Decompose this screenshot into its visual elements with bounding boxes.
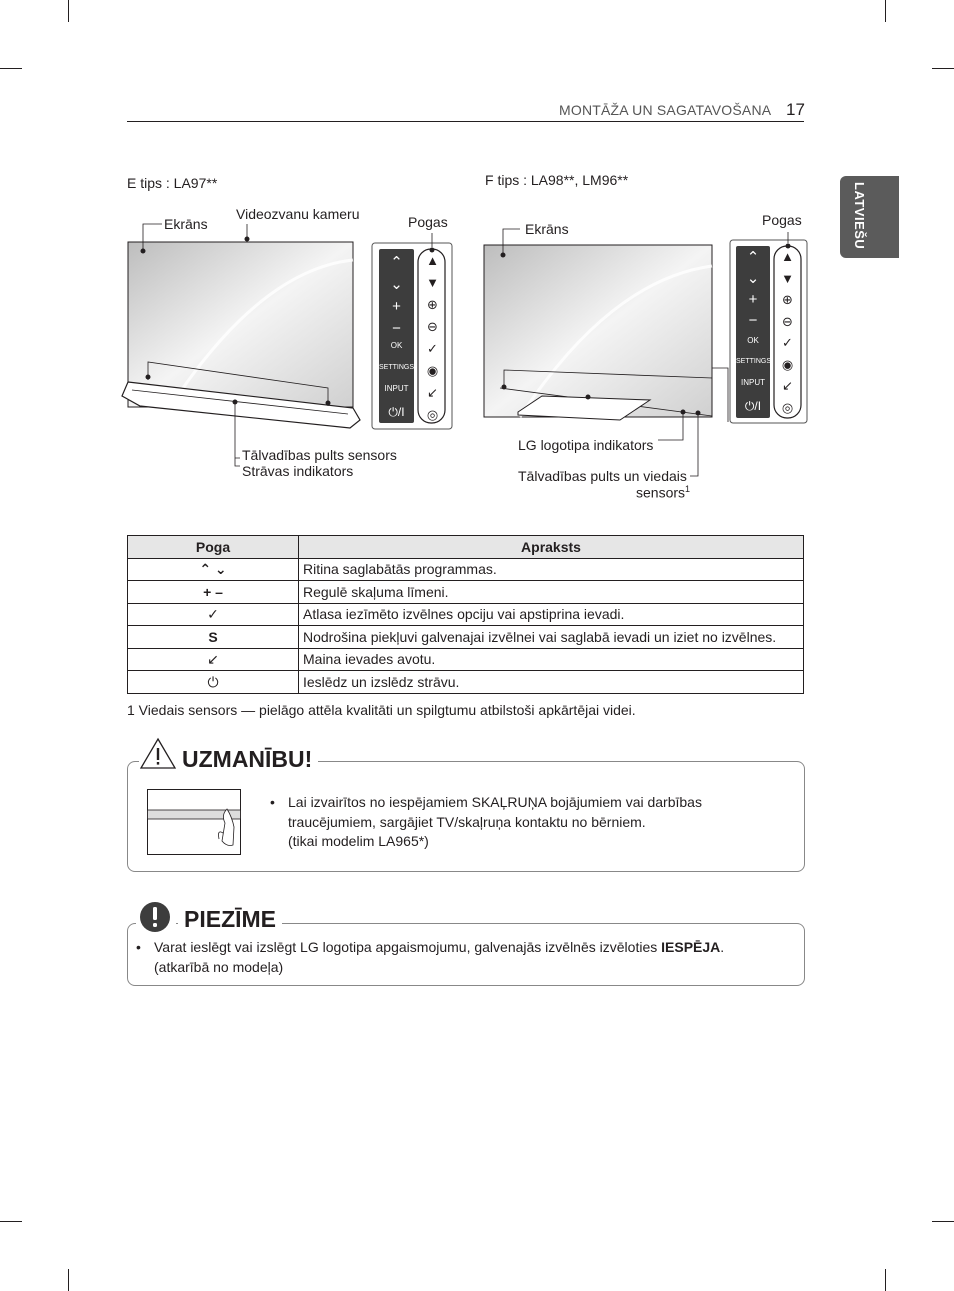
panel-f-symbols (736, 247, 770, 331)
panel-e-symbols (379, 252, 414, 340)
power-icon: ⏻ (128, 671, 299, 694)
page-number: 17 (786, 100, 805, 119)
input-arrow-icon: ↙ (128, 648, 299, 671)
power-button-icon: ◎ (426, 407, 439, 422)
power-icon: ⏻/I (388, 405, 405, 419)
settings-label-e: SETTINGS (379, 364, 415, 371)
remote-sensor-label: Tālvadības pults sensors (242, 447, 397, 463)
running-header: MONTĀŽA UN SAGATAVOŠANA (559, 102, 772, 118)
table-row (128, 648, 804, 671)
ok-button-icon: ✓ (782, 335, 793, 350)
settings-button-icon: ◉ (781, 356, 794, 372)
table-header-description: Apraksts (299, 536, 804, 559)
minus-button-icon: ⊖ (782, 313, 793, 329)
table-cell-description: Regulē skaļuma līmeni. (299, 581, 804, 604)
minus-button-icon: ⊖ (427, 319, 438, 334)
plus-minus-icon: + – (128, 581, 299, 604)
up-button-icon: ▲ (426, 253, 439, 268)
table-cell-description: Ieslēdz un izslēdz strāvu. (299, 671, 804, 694)
power-indicator-label: Strāvas indikators (242, 463, 354, 479)
speaker-touch-illustration (147, 789, 242, 856)
exclamation-icon (136, 900, 176, 936)
caution-title: UZMANĪBU! (176, 746, 318, 773)
bullet: • (270, 794, 275, 810)
tv-f-illustration (470, 200, 820, 500)
up-button-icon: ▲ (781, 249, 794, 264)
buttons-label-f: Pogas (762, 212, 802, 228)
language-tab (840, 176, 899, 258)
ok-button-icon: ✓ (427, 341, 438, 356)
caution-line: traucējumiem, sargājiet TV/skaļruņa kontaktu no bērniem. (288, 813, 646, 830)
buttons-label-e: Pogas (408, 214, 448, 230)
power-button-icon: ◎ (781, 399, 794, 415)
crop-mark (932, 1221, 954, 1222)
plus-button-icon: ⊕ (782, 292, 793, 307)
buttons-table (127, 535, 804, 694)
note-line (154, 938, 724, 958)
chevron-up-icon: ⌃ (390, 254, 403, 271)
crop-mark (0, 1221, 22, 1222)
crop-mark (885, 1269, 886, 1291)
plus-icon: + (748, 291, 758, 308)
plus-button-icon: ⊕ (427, 297, 438, 312)
caution-text (288, 793, 702, 852)
caution-line: Lai izvairītos no iespējamiem SKAĻRUŅA bojājumiem vai darbības (288, 794, 702, 810)
chevron-down-icon: ⌄ (746, 270, 760, 287)
ok-label-f: OK (747, 336, 759, 345)
screen-label-e: Ekrāns (164, 216, 208, 232)
down-button-icon: ▼ (426, 275, 439, 290)
power-icon: ⏻/I (744, 399, 762, 413)
table-row (128, 603, 804, 626)
chevron-down-icon: ⌄ (390, 276, 403, 293)
touch-buttons-e (424, 250, 441, 426)
settings-button-icon: ◉ (426, 363, 439, 378)
note-title: PIEZĪME (178, 906, 282, 933)
chevron-up-down-icon: ⌃ ⌄ (128, 558, 299, 581)
footnote: 1 Viedais sensors — pielāgo attēla kvalitāti un spilgtumu atbilstoši apkārtējai videi. (127, 702, 636, 718)
touch-buttons-f (779, 246, 796, 418)
input-button-icon: ↙ (782, 378, 793, 393)
header-rule (127, 121, 804, 122)
table-header-row (128, 536, 804, 559)
check-icon: ✓ (128, 603, 299, 626)
note-line-text: Varat ieslēgt vai izslēgt LG logotipa apgaismojumu, galvenajās izvēlnēs izvēloties (154, 939, 662, 955)
footnote-marker: 1 (685, 484, 691, 494)
plus-icon: + (392, 298, 401, 315)
screen-label-f: Ekrāns (525, 221, 569, 237)
language-tab-label: LATVIEŠU (852, 182, 867, 250)
tv-e-illustration (110, 200, 470, 490)
crop-mark (68, 0, 69, 22)
type-f-label: F tips : LA98**, LM96** (485, 172, 629, 188)
lg-logo-label: LG logotipa indikators (518, 437, 654, 453)
minus-icon: − (392, 320, 401, 337)
crop-mark (68, 1269, 69, 1291)
table-row (128, 558, 804, 581)
note-line: (atkarībā no modeļa) (154, 958, 284, 975)
crop-mark (932, 68, 954, 69)
warning-triangle-icon (139, 737, 177, 771)
note-line-end: . (720, 939, 725, 955)
ok-label-e: OK (390, 341, 403, 350)
option-term: IESPĒJA (661, 939, 721, 955)
crop-mark (0, 68, 22, 69)
chevron-up-icon: ⌃ (746, 249, 760, 266)
table-cell-key: S (128, 626, 299, 649)
table-row (128, 671, 804, 694)
table-cell-description: Nodrošina piekļuvi galvenajai izvēlnei vai saglabā ievadi un iziet no izvēlnes. (299, 626, 804, 649)
settings-label-f: SETTINGS (736, 358, 772, 365)
input-label-f: INPUT (741, 378, 765, 387)
table-cell-description: Atlasa iezīmēto izvēlnes opciju vai apstiprina ievadi. (299, 603, 804, 626)
down-button-icon: ▼ (781, 270, 794, 286)
table-cell-description: Maina ievades avotu. (299, 648, 804, 671)
minus-icon: − (748, 312, 758, 329)
crop-mark (885, 0, 886, 22)
remote-smart-label: Tālvadības pults un viedais (518, 468, 687, 484)
table-header-key: Poga (128, 536, 299, 559)
input-label-e: INPUT (384, 384, 409, 393)
camera-label: Videozvanu kameru (236, 206, 360, 222)
table-row (128, 581, 804, 604)
bullet: • (136, 939, 141, 955)
table-cell-description: Ritina saglabātās programmas. (299, 558, 804, 581)
type-e-label: E tips : LA97** (127, 175, 218, 191)
table-row (128, 626, 804, 649)
caution-line: (tikai modelim LA965*) (288, 833, 429, 849)
sensors-word: sensors (636, 484, 686, 501)
note-text (154, 938, 724, 977)
input-button-icon: ↙ (427, 385, 438, 400)
